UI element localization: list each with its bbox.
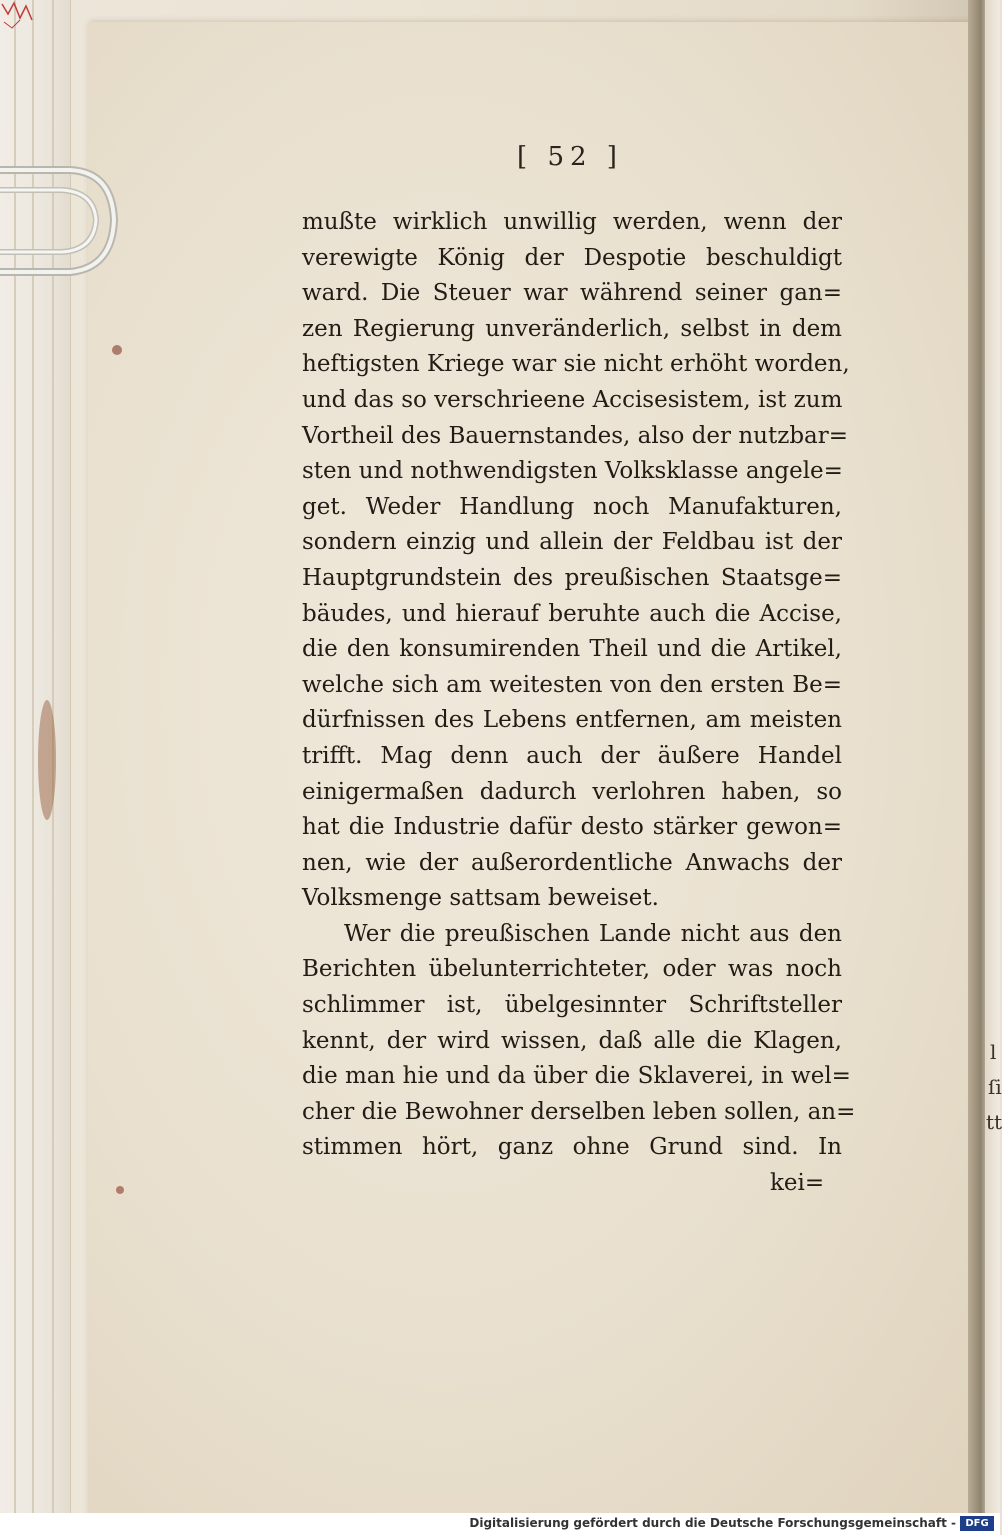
paragraph-end-line: Volksmenge sattsam beweiset.	[302, 885, 659, 912]
text-line: hat die Industrie dafür desto stärker gewon=	[302, 814, 842, 841]
text-line: verewigte König der Despotie beschuldigt	[302, 244, 842, 271]
paragraph-start-line: Wer die preußischen Lande nicht aus den	[344, 920, 842, 947]
catchword: kei=	[770, 1170, 825, 1196]
paper-clip-icon	[0, 160, 120, 285]
text-line: get. Weder Handlung noch Manufakturen,	[302, 493, 842, 520]
adjacent-page-fragment: tt	[986, 1110, 1002, 1134]
text-line: cher die Bewohner derselben leben sollen, an=	[302, 1098, 856, 1125]
adjacent-page-fragment: ſi	[988, 1075, 1002, 1099]
text-line: die den konsumirenden Theil und die Artikel,	[302, 636, 842, 663]
text-line: trifft. Mag denn auch der äußere Handel	[302, 742, 842, 769]
text-line: sten und nothwendigsten Volksklasse angele=	[302, 458, 843, 485]
red-ink-mark	[0, 0, 44, 34]
body-text	[302, 205, 856, 1166]
text-line: nen, wie der außerordentliche Anwachs der	[302, 849, 842, 876]
text-line: kennt, der wird wissen, daß alle die Klagen,	[302, 1027, 842, 1054]
text-line: heftigsten Kriege war sie nicht erhöht worden,	[302, 351, 850, 378]
page-number: [ 52 ]	[517, 142, 623, 172]
next-page-edge	[985, 0, 1000, 1535]
digitization-footer	[0, 1513, 1000, 1535]
text-line: schlimmer ist, übelgesinnter Schriftsteller	[302, 992, 842, 1019]
foxing-spot	[112, 345, 122, 355]
text-line: dürfnissen des Lebens entfernen, am meisten	[302, 707, 842, 734]
foxing-stain	[38, 700, 56, 820]
foxing-spot	[116, 1186, 124, 1194]
text-line: welche sich am weitesten von den ersten Be=	[302, 671, 842, 698]
text-line: mußte wirklich unwillig werden, wenn der	[302, 209, 842, 235]
footer-credit: Digitalisierung gefördert durch die Deutsche Forschungsgemeinschaft -	[469, 1516, 956, 1530]
text-line: einigermaßen dadurch verlohren haben, so	[302, 778, 842, 805]
text-line: stimmen hört, ganz ohne Grund sind. In	[302, 1134, 842, 1161]
text-line: ward. Die Steuer war während seiner gan=	[302, 280, 842, 307]
text-line: die man hie und da über die Sklaverei, in wel=	[302, 1063, 851, 1090]
text-line: und das so verschrieene Accisesistem, ist zum	[302, 386, 843, 413]
dfg-logo: DFG	[960, 1516, 994, 1531]
text-line: Vortheil des Bauernstandes, also der nutzbar=	[302, 422, 849, 449]
adjacent-page-fragment: l	[990, 1040, 997, 1064]
text-line: sondern einzig und allein der Feldbau ist der	[302, 529, 842, 556]
text-line: Hauptgrundstein des preußischen Staatsge=	[302, 564, 842, 591]
text-line: Berichten übelunterrichteter, oder was noch	[302, 956, 842, 983]
text-line: bäudes, und hierauf beruhte auch die Accise,	[302, 600, 842, 627]
text-line: zen Regierung unveränderlich, selbst in dem	[302, 315, 842, 342]
